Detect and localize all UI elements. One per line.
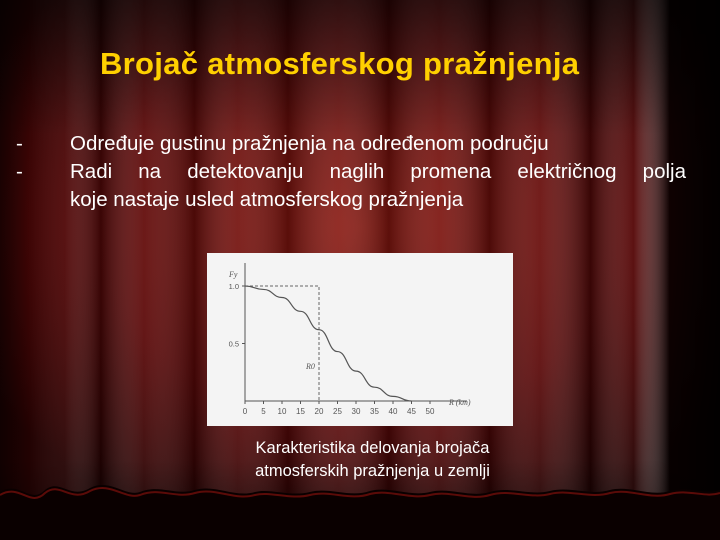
x-tick-label: 30 xyxy=(351,407,361,416)
x-tick-label: 10 xyxy=(277,407,287,416)
x-tick-label: 35 xyxy=(370,407,379,416)
bullet-item xyxy=(16,158,686,214)
figure-caption xyxy=(200,437,545,483)
x-tick-label: 40 xyxy=(388,407,398,416)
y-tick-label: 1.0 xyxy=(228,282,239,291)
y-tick-label: 0.5 xyxy=(228,339,239,349)
bullet-list xyxy=(16,130,686,214)
x-tick-label: 15 xyxy=(296,407,305,416)
x-tick-label: 20 xyxy=(314,407,324,416)
x-tick-label: 5 xyxy=(261,407,266,416)
bullet-marker: - xyxy=(16,132,23,155)
x-tick-label: 45 xyxy=(407,407,416,416)
bullet-text: Radi na detektovanju naglih promena električnog polja xyxy=(70,160,686,183)
annotation-r0: R0 xyxy=(306,361,315,371)
bullet-text: Određuje gustinu pražnjenja na određenom području xyxy=(70,132,549,155)
series-line xyxy=(245,286,412,401)
x-axis-label: R (km) xyxy=(449,398,471,407)
y-axis-label: Fy xyxy=(229,270,238,279)
bullet-text-continued: koje nastaje usled atmosferskog pražnjenja xyxy=(70,188,464,211)
chart-figure xyxy=(207,253,513,426)
x-tick-label: 25 xyxy=(333,407,342,416)
bullet-marker: - xyxy=(16,160,23,183)
slide-title: Brojač atmosferskog pražnjenja xyxy=(100,46,580,81)
bullet-item xyxy=(16,130,686,158)
reference-dashed-line xyxy=(245,286,319,401)
x-tick-label: 50 xyxy=(425,407,435,416)
x-tick-label: 0 xyxy=(242,407,248,416)
chart xyxy=(207,253,513,426)
caption-line: atmosferskih pražnjenja u zemlji xyxy=(255,462,490,480)
caption-line: Karakteristika delovanja brojača xyxy=(255,439,490,457)
